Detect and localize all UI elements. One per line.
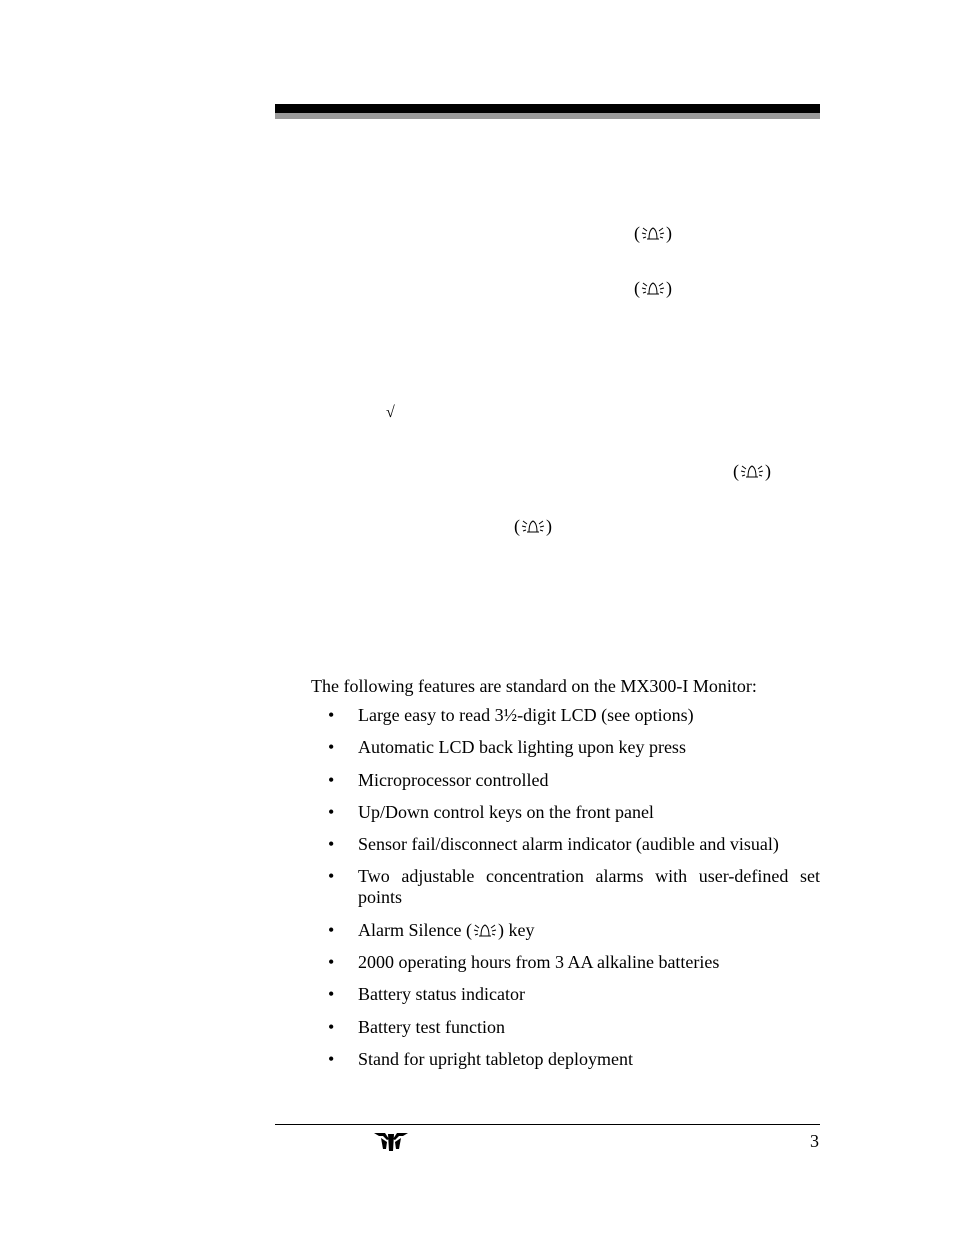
list-item-text-suffix: ) key	[497, 919, 535, 940]
list-item	[328, 984, 820, 1005]
list-item	[328, 705, 820, 726]
teledyne-logo-icon	[373, 1130, 409, 1152]
bullet: •	[328, 952, 335, 973]
list-item	[328, 952, 820, 973]
page-number: 3	[810, 1131, 819, 1151]
bullet: •	[328, 1048, 335, 1069]
alarm-bell-icon	[739, 462, 765, 480]
list-item	[328, 802, 820, 823]
bullet: •	[328, 866, 335, 887]
list-item-text: Stand for upright tabletop deployment	[358, 1048, 633, 1069]
bullet: •	[328, 919, 335, 940]
list-item-text: Battery test function	[358, 1016, 505, 1037]
alarm-bell-icon	[640, 279, 666, 297]
bullet: •	[328, 984, 335, 1005]
list-item	[328, 834, 820, 855]
list-item-text: Two adjustable concentration alarms with user-defined set points	[358, 866, 820, 908]
features-intro: The following features are standard on the MX300-I Monitor:	[311, 676, 757, 696]
bullet: •	[328, 1016, 335, 1037]
list-item-text: Alarm Silence (	[358, 919, 472, 940]
bullet: •	[328, 834, 335, 855]
header-rule-gray	[275, 113, 820, 119]
list-item-text: Automatic LCD back lighting upon key press	[358, 737, 686, 758]
alarm-bell-icon	[640, 224, 666, 242]
list-item-text: Sensor fail/disconnect alarm indicator (audible and visual)	[358, 834, 779, 855]
bullet: •	[328, 737, 335, 758]
check-symbol: √	[386, 404, 395, 421]
alarm-bell-icon	[520, 517, 546, 535]
list-item-text: Up/Down control keys on the front panel	[358, 801, 654, 822]
bell-symbol-3: ( )	[733, 461, 771, 481]
list-item	[328, 866, 820, 908]
features-list	[328, 705, 820, 1081]
list-item-text: Microprocessor controlled	[358, 769, 549, 790]
list-item	[328, 737, 820, 758]
bell-symbol-1: ( )	[634, 223, 672, 243]
list-item	[328, 770, 820, 791]
list-item	[328, 1017, 820, 1038]
bullet: •	[328, 705, 335, 725]
bell-symbol-2: ( )	[634, 278, 672, 298]
list-item-text: Large easy to read 3½-digit LCD (see options)	[358, 705, 694, 725]
list-item	[328, 1049, 820, 1070]
bullet: •	[328, 769, 335, 790]
bell-symbol-4: ( )	[514, 516, 552, 536]
list-item-text: 2000 operating hours from 3 AA alkaline batteries	[358, 952, 720, 973]
alarm-bell-icon	[472, 921, 498, 939]
list-item	[328, 920, 820, 941]
bullet: •	[328, 801, 335, 822]
header-rule-black	[275, 104, 820, 113]
footer-rule	[275, 1124, 820, 1125]
list-item-text: Battery status indicator	[358, 984, 525, 1005]
